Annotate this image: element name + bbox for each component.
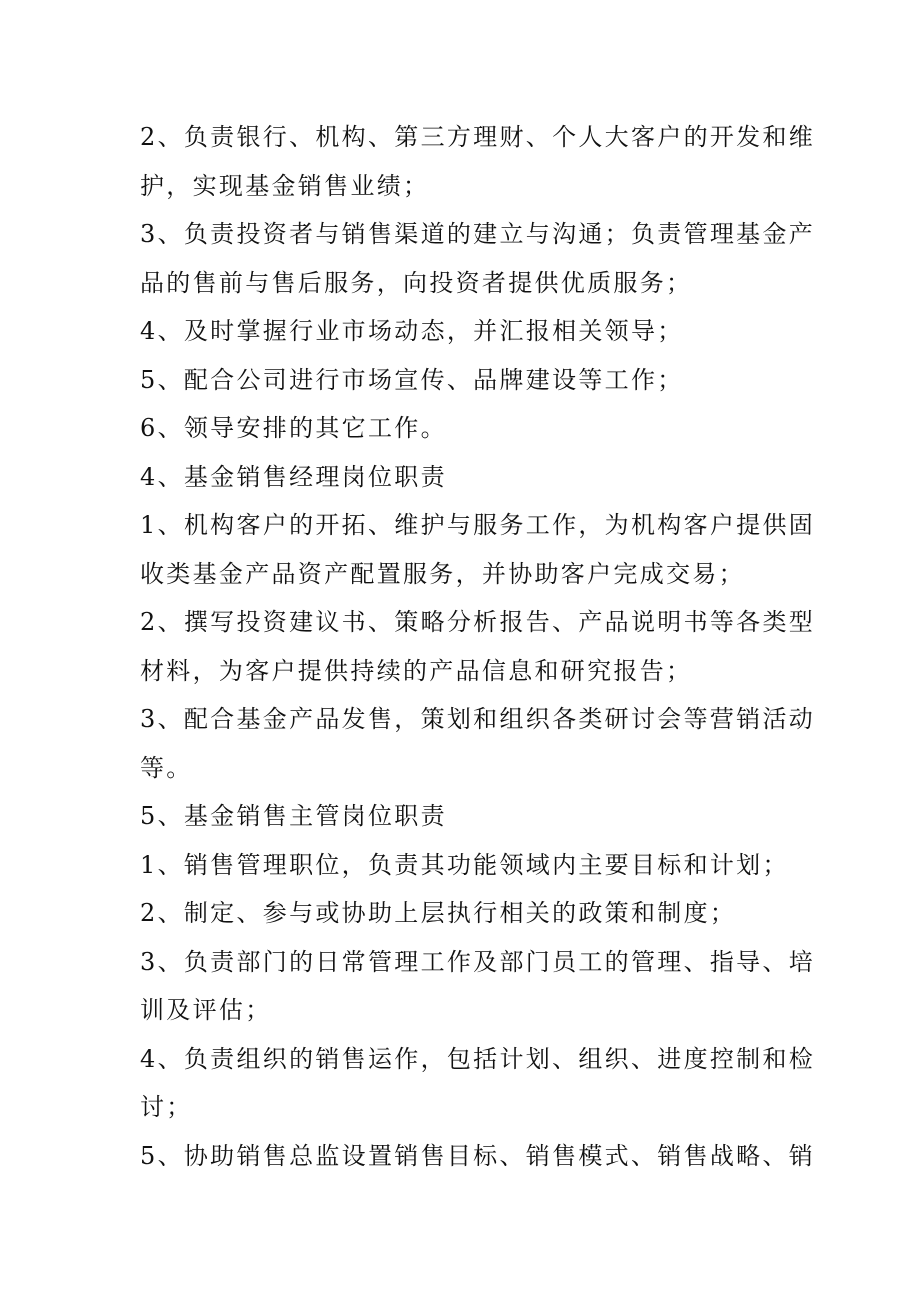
text-line: 品的售前与售后服务，向投资者提供优质服务； bbox=[140, 268, 693, 297]
text-line: 4、负责组织的销售运作，包括计划、组织、进度控制和检 bbox=[140, 1044, 816, 1073]
text-line: 2、撰写投资建议书、策略分析报告、产品说明书等各类型 bbox=[140, 608, 816, 636]
text-line: 3、配合基金产品发售，策划和组织各类研讨会等营销活动 bbox=[140, 705, 816, 733]
text-line: 等。 bbox=[140, 753, 193, 782]
text-line: 材料，为客户提供持续的产品信息和研究报告； bbox=[140, 656, 693, 685]
text-line: 1、销售管理职位，负责其功能领域内主要目标和计划； bbox=[140, 850, 789, 879]
text-line: 5、协助销售总监设置销售目标、销售模式、销售战略、销 bbox=[140, 1141, 816, 1170]
text-line: 3、负责部门的日常管理工作及部门员工的管理、指导、培 bbox=[140, 947, 816, 976]
text-line: 讨； bbox=[140, 1093, 193, 1121]
text-line: 收类基金产品资产配置服务，并协助客户完成交易； bbox=[140, 559, 745, 588]
text-line: 2、制定、参与或协助上层执行相关的政策和制度； bbox=[140, 899, 737, 927]
text-line: 训及评估； bbox=[140, 996, 272, 1024]
body-text bbox=[140, 113, 816, 1180]
text-line: 5、配合公司进行市场宣传、品牌建设等工作； bbox=[140, 365, 684, 394]
text-line: 6、领导安排的其它工作。 bbox=[140, 414, 447, 442]
section-heading: 4、基金销售经理岗位职责 bbox=[140, 462, 447, 491]
text-line: 1、机构客户的开拓、维护与服务工作，为机构客户提供固 bbox=[140, 511, 816, 539]
section-heading: 5、基金销售主管岗位职责 bbox=[140, 802, 447, 830]
text-line: 2、负责银行、机构、第三方理财、个人大客户的开发和维 bbox=[140, 123, 816, 151]
text-line: 护，实现基金销售业绩； bbox=[140, 171, 430, 200]
text-line: 3、负责投资者与销售渠道的建立与沟通；负责管理基金产 bbox=[140, 220, 816, 248]
text-line: 4、及时掌握行业市场动态，并汇报相关领导； bbox=[140, 317, 684, 345]
